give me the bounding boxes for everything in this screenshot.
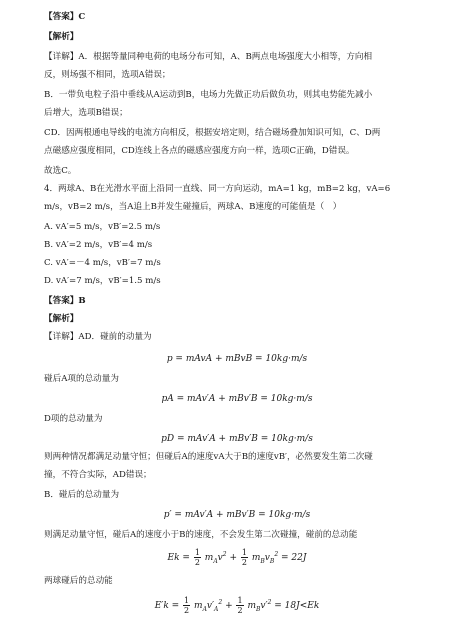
ek-rhs: = 22J xyxy=(281,553,307,563)
option-c: C. vA′=－4 m/s，vB′=7 m/s xyxy=(44,258,161,268)
option-a: A. vA′=5 m/s，vB′=2.5 m/s xyxy=(44,222,161,232)
explanation-line: 后增大，选项B错误； xyxy=(44,108,128,118)
momentum-before-equation: p = mAvA + mBvB = 10kg·m/s xyxy=(166,354,308,364)
explanation-line: 反，则场强不相同，选项A错误； xyxy=(44,70,171,80)
explanation-line: 点磁感应强度相同，CD连线上各点的磁感应强度方向一样，选项C正确，D错误。 xyxy=(44,146,355,156)
answer-label-3: 【答案】C xyxy=(44,12,86,22)
explanation-line: D项的总动量为 xyxy=(44,414,103,424)
ek-after-lhs: E′k = xyxy=(154,601,183,611)
question-4-stem: m/s，vB=2 m/s，当A追上B并发生碰撞后，两球A、B速度的可能值是（ ） xyxy=(44,202,342,212)
conclusion-line: 故选C。 xyxy=(44,166,77,176)
option-d: D. vA′=7 m/s，vB′=1.5 m/s xyxy=(44,276,161,286)
kinetic-energy-after-equation: E′k = $\frac{1}{2}$ $m_Av'_A^2$ + $\frac{1}{2}$ $m_Bv'^2 = 18J<Ek$ xyxy=(154,596,320,615)
explanation-line: 两球碰后的总动能 xyxy=(44,576,113,586)
answer-label-4: 【答案】B xyxy=(44,296,86,306)
half-fraction: $\frac{1}{2}$ xyxy=(237,596,243,615)
question-4-stem: 4．两球A、B在光滑水平面上沿同一直线、同一方向运动，mA=1 kg，mB=2 kg，vA=6 xyxy=(44,184,391,194)
kinetic-energy-before-equation: Ek = $\frac{1}{2}$ $m_Av^2$ + $\frac{1}{2}$ $m_Bv_B^2 = 22J$ xyxy=(167,548,307,567)
explanation-line: 【详解】A．根据等量同种电荷的电场分布可知，A、B两点电场强度大小相等，方向相 xyxy=(44,52,373,62)
option-b: B. vA′=2 m/s，vB′=4 m/s xyxy=(44,240,153,250)
explanation-line: 【详解】AD．碰前的动量为 xyxy=(44,332,152,342)
analysis-label-4: 【解析】 xyxy=(44,314,79,324)
half-fraction: $\frac{1}{2}$ xyxy=(194,548,200,567)
half-fraction: $\frac{1}{2}$ xyxy=(241,548,247,567)
explanation-line: B．碰后的总动量为 xyxy=(44,490,120,500)
analysis-label-3: 【解析】 xyxy=(44,32,79,42)
explanation-line: CD．因两根通电导线的电流方向相反，根据安培定则，结合磁场叠加知识可知，C、D两 xyxy=(44,128,381,138)
momentum-a-equation: pA = mAv′A + mBv′B = 10kg·m/s xyxy=(161,394,313,404)
explanation-line: 则满足动量守恒，碰后A的速度小于B的速度，不会发生第二次碰撞，碰前的总动能 xyxy=(44,530,358,540)
explanation-line: B．一带负电粒子沿中垂线从A运动到B，电场力先做正功后做负功，则其电势能先减小 xyxy=(44,90,373,100)
explanation-line: 撞，不符合实际，AD错误； xyxy=(44,470,152,480)
ek-after-rhs: = 18J<Ek xyxy=(274,601,320,611)
momentum-d-equation: pD = mAv′A + mBv′B = 10kg·m/s xyxy=(161,434,313,444)
ek-lhs: Ek = xyxy=(167,553,193,563)
explanation-line: 碰后A项的总动量为 xyxy=(44,374,119,384)
half-fraction: $\frac{1}{2}$ xyxy=(184,596,190,615)
explanation-line: 则两种情况都满足动量守恒；但碰后A的速度vA大于B的速度vB′，必然要发生第二次碰 xyxy=(44,452,373,462)
momentum-b-equation: p′ = mAv′A + mBv′B = 10kg·m/s xyxy=(163,510,311,520)
